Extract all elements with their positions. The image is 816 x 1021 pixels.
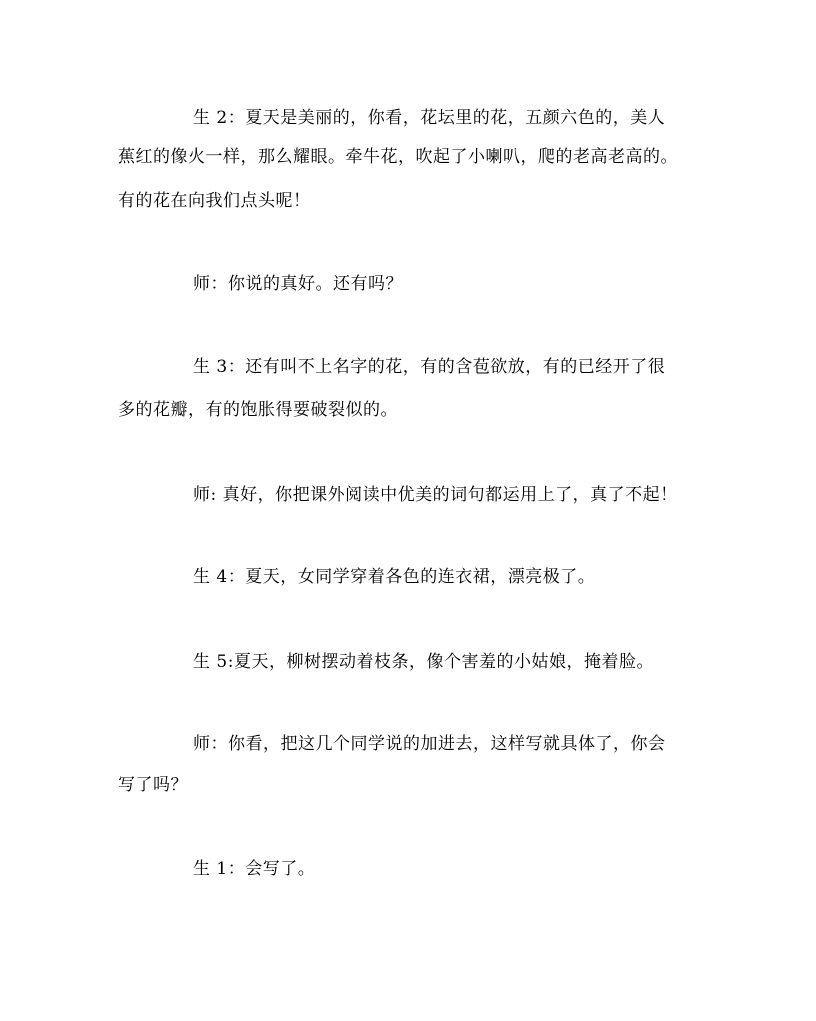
paragraph-3-line-2: 多的花瓣，有的饱胀得要破裂似的。 <box>118 400 398 420</box>
paragraph-8-line-1: 生 1：会写了。 <box>193 859 316 879</box>
paragraph-1-line-2: 蕉红的像火一样，那么耀眼。牵牛花，吹起了小喇叭，爬的老高老高的。 <box>118 147 678 167</box>
paragraph-7-line-2: 写了吗？ <box>118 775 188 795</box>
paragraph-3-line-1: 生 3：还有叫不上名字的花，有的含苞欲放，有的已经开了很 <box>193 357 666 377</box>
paragraph-2-line-1: 师：你说的真好。还有吗？ <box>193 274 403 294</box>
paragraph-7-line-1: 师：你看，把这几个同学说的加进去，这样写就具体了，你会 <box>193 734 666 754</box>
paragraph-4-line-1: 师: 真好，你把课外阅读中优美的词句都运用上了，真了不起！ <box>193 485 678 505</box>
paragraph-5-line-1: 生 4：夏天，女同学穿着各色的连衣裙，漂亮极了。 <box>193 567 596 587</box>
paragraph-1-line-3: 有的花在向我们点头呢！ <box>118 191 311 211</box>
paragraph-1-line-1: 生 2：夏天是美丽的，你看，花坛里的花，五颜六色的，美人 <box>193 108 666 128</box>
paragraph-6-line-1: 生 5:夏天，柳树摆动着枝条，像个害羞的小姑娘，掩着脸。 <box>193 652 654 672</box>
